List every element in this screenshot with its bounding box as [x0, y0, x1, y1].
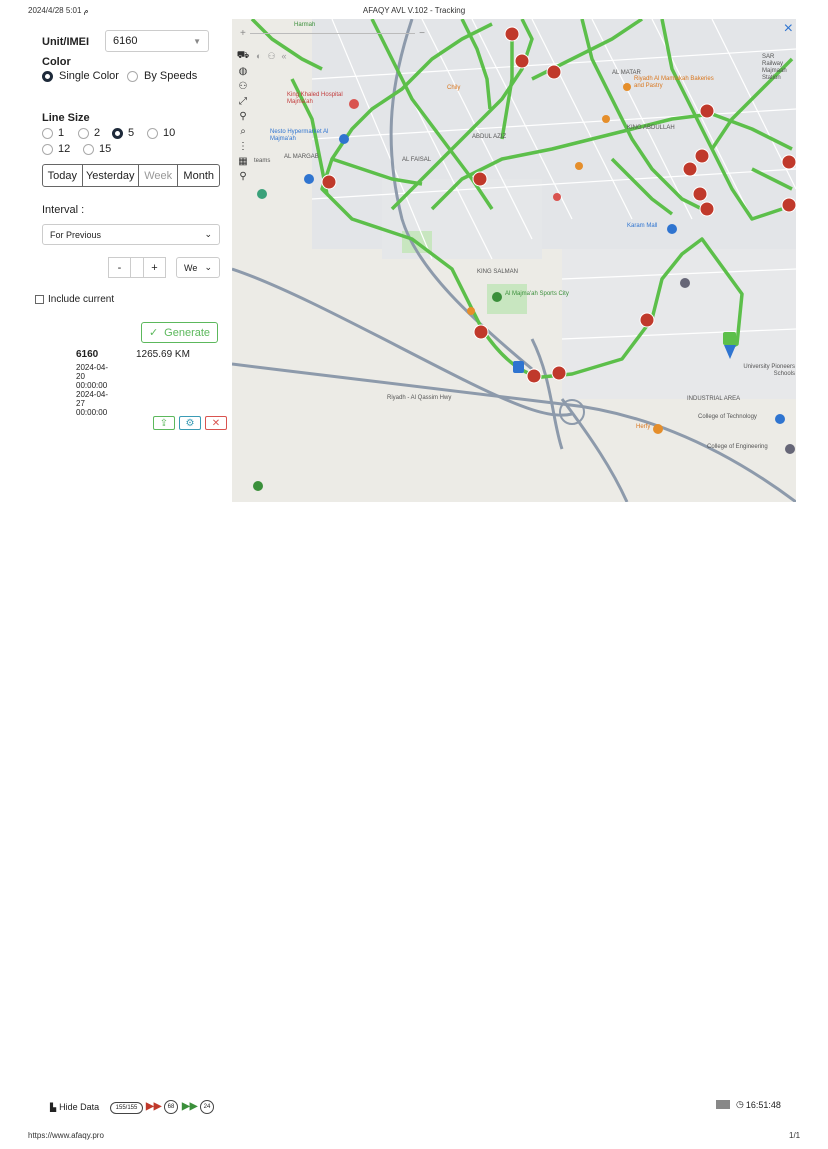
route-icon[interactable]: ⋮ [238, 141, 248, 152]
check-icon: ✓ [148, 327, 159, 339]
close-map-button[interactable]: × [783, 20, 793, 37]
map-toolbar [232, 49, 254, 184]
print-url: https://www.afaqy.pro [28, 1131, 104, 1140]
search-icon[interactable]: ⌕ [240, 126, 246, 137]
result-actions [153, 416, 227, 430]
clock [736, 1099, 781, 1110]
interval-label: Interval : [42, 204, 85, 216]
yesterday-button[interactable]: Yesterday [83, 165, 139, 186]
label-alfaisal: AL FAISAL [402, 157, 432, 163]
color-speeds-label: By Speeds [144, 70, 198, 82]
result-distance: 1265.69 KM [136, 349, 190, 360]
globe-icon[interactable]: ◍ [238, 66, 248, 77]
label-bakeries: Riyadh Al Mamlakah Bakeries and Pastry [634, 76, 714, 89]
label-university: University Pioneers Schools [743, 364, 795, 377]
label-almatar: AL MATAR [612, 70, 641, 76]
color-single-label: Single Color [59, 70, 119, 82]
label-hospital: King Khaled Hospital Majma'ah [287, 92, 343, 105]
line-size-15-label: 15 [99, 143, 112, 155]
unit-value: 6160 [113, 35, 138, 47]
from-date-line: 00:00:00 [76, 381, 108, 390]
zoom-track[interactable] [250, 33, 415, 34]
label-teams: teams [254, 158, 271, 164]
line-size-5[interactable] [112, 127, 134, 139]
radio-line-15[interactable] [83, 144, 94, 155]
line-size-15[interactable] [83, 143, 111, 155]
line-size-label: Line Size [42, 112, 90, 124]
to-date-line: 00:00:00 [76, 408, 108, 417]
color-single-option[interactable] [42, 70, 119, 82]
color-speeds-option[interactable] [127, 70, 197, 82]
stepper-plus-button[interactable]: + [143, 257, 166, 278]
label-industrial: INDUSTRIAL AREA [687, 396, 741, 402]
label-herfy: Herfy [636, 424, 651, 430]
radio-line-10[interactable] [147, 128, 158, 139]
line-size-10-label: 10 [163, 127, 176, 139]
month-button[interactable]: Month [183, 169, 214, 182]
clock-icon: ◷ [736, 1099, 744, 1109]
line-size-12-label: 12 [58, 143, 71, 155]
label-karam: Karam Mall [627, 223, 658, 229]
count-total-badge: 155/155 [110, 1102, 143, 1114]
unit-label: Unit/IMEI [42, 36, 90, 48]
user-pin-icon[interactable]: ⚲ [239, 171, 247, 182]
line-size-2-label: 2 [94, 127, 101, 139]
label-kingsalman: KING SALMAN [477, 269, 519, 275]
line-size-5-label: 5 [128, 127, 135, 139]
label-college-tech: College of Technology [698, 414, 757, 420]
stepper-minus-button[interactable]: - [108, 257, 131, 278]
collapse-icon[interactable]: « [281, 51, 287, 61]
from-date-line: 20 [76, 372, 85, 381]
zoom-out-button[interactable]: − [419, 27, 425, 39]
line-size-1[interactable] [42, 127, 64, 139]
chevron-down-icon: ⌄ [204, 262, 212, 272]
interval-value: For Previous [50, 229, 102, 240]
unit-select[interactable] [105, 30, 209, 52]
generate-button[interactable] [141, 322, 218, 343]
red-arrows-icon: ▶▶ [146, 1101, 162, 1112]
green-arrows-icon: ▶▶ [182, 1101, 198, 1112]
label-azizia: ABDUL AZIZ [472, 134, 507, 140]
line-size-1-label: 1 [58, 127, 65, 139]
to-date-line: 2024-04- [76, 390, 109, 399]
chevron-down-icon: ⌄ [204, 229, 212, 239]
zoom-slider[interactable] [236, 24, 429, 42]
toggle-icon: ▙ [50, 1102, 57, 1112]
radio-line-1[interactable] [42, 128, 53, 139]
generate-label: Generate [164, 326, 211, 339]
map-layer-switcher [256, 51, 287, 62]
radio-single-color[interactable] [42, 71, 53, 82]
settings-icon[interactable]: ⚙ [179, 416, 201, 430]
interval-unit-value: We [184, 262, 198, 273]
include-current-option[interactable] [35, 294, 114, 305]
label-highway: Riyadh - Al Qassim Hwy [387, 395, 452, 401]
label-chily: Chily [447, 85, 461, 91]
period-button-group [42, 164, 220, 187]
include-current-label: Include current [48, 294, 115, 305]
line-size-2[interactable] [78, 127, 100, 139]
week-button[interactable]: Week [139, 165, 179, 186]
map-view[interactable] [232, 19, 796, 502]
result-unit: 6160 [76, 349, 99, 360]
print-title: AFAQY AVL V.102 - Tracking [362, 6, 466, 15]
binoculars-icon[interactable]: ⚇ [267, 51, 276, 61]
line-size-12[interactable] [42, 143, 70, 155]
interval-select[interactable] [42, 224, 220, 245]
hide-data-toggle[interactable] [50, 1102, 99, 1112]
print-date: م 5:01 2024/4/28 [28, 6, 89, 15]
label-college-eng: College of Engineering [707, 444, 768, 450]
radio-by-speeds[interactable] [127, 71, 138, 82]
radio-line-12[interactable] [42, 144, 53, 155]
radio-line-5[interactable] [112, 128, 123, 139]
keyboard-icon[interactable] [716, 1100, 730, 1109]
label-harmah: Harmah [294, 22, 316, 28]
chevron-down-icon: ▼ [193, 36, 201, 46]
print-page-number: 1/1 [789, 1131, 801, 1140]
label-kingabdullah: KING ABDULLAH [627, 125, 675, 131]
color-label: Color [42, 56, 71, 68]
hide-data-label: Hide Data [59, 1102, 100, 1112]
export-icon[interactable]: ⇪ [153, 416, 175, 430]
label-sports: Al Majma'ah Sports City [505, 291, 569, 297]
count-a-badge: 68 [164, 1100, 178, 1114]
stepper-value-input[interactable] [131, 257, 143, 278]
from-date-line: 2024-04- [76, 363, 109, 372]
clock-time: 16:51:48 [745, 1099, 781, 1110]
line-size-10[interactable] [147, 127, 175, 139]
zoom-in-button[interactable]: + [240, 27, 246, 39]
to-date-line: 27 [76, 399, 85, 408]
location-pin-icon[interactable]: ⚲ [239, 111, 247, 122]
binoculars-icon[interactable]: ⚇ [238, 81, 248, 92]
qr-icon[interactable]: ▦ [238, 156, 248, 167]
car-icon[interactable]: ⛟ [236, 50, 250, 61]
today-button[interactable]: Today [43, 165, 83, 186]
label-sar: SAR Railway Majmaah Station [762, 54, 787, 81]
delete-icon[interactable]: ✕ [205, 416, 227, 430]
expand-icon[interactable]: ⤢ [239, 96, 247, 107]
label-almargab: AL MARGAB [284, 154, 319, 160]
count-b-badge: 24 [200, 1100, 214, 1114]
interval-stepper [108, 257, 166, 278]
radio-line-2[interactable] [78, 128, 89, 139]
label-nesto: Nesto Hypermarket Al Majma'ah [270, 129, 329, 142]
interval-unit-select[interactable] [176, 257, 220, 278]
layer-icon[interactable]: ◐ [256, 51, 262, 61]
result-from-date [76, 363, 108, 417]
include-current-checkbox[interactable] [35, 295, 44, 304]
